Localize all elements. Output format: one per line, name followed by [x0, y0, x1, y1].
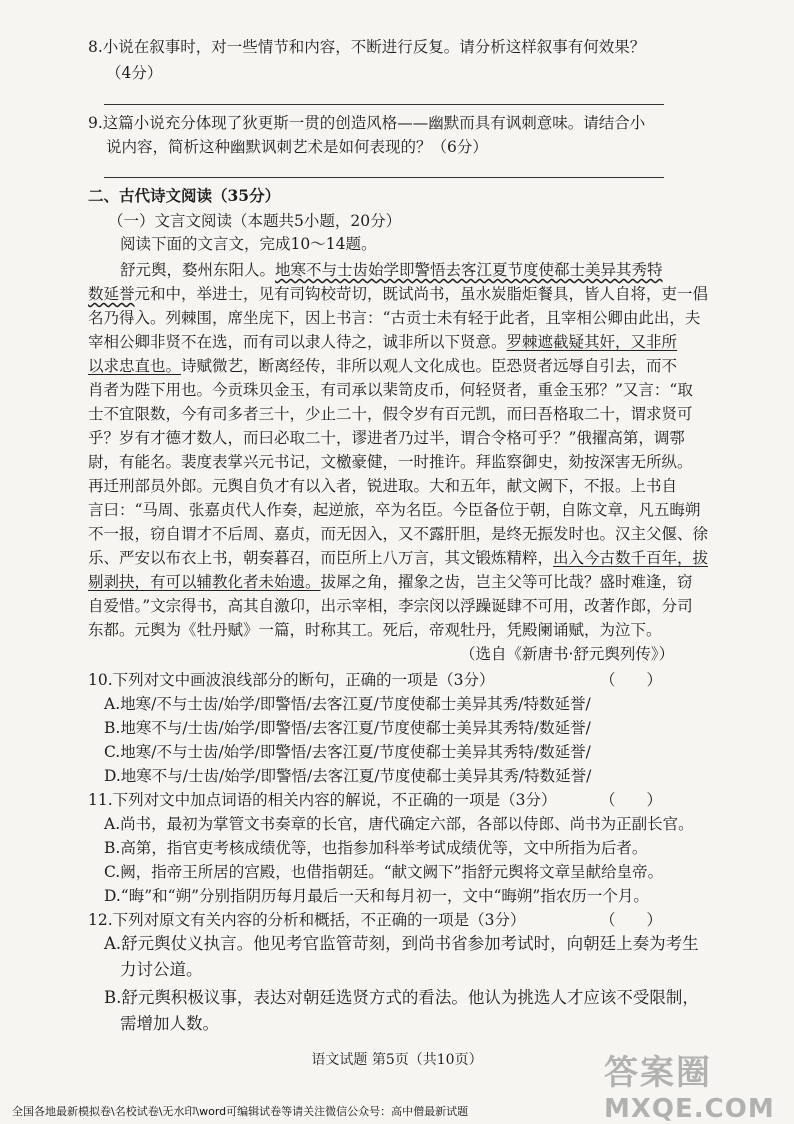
- passage-line: 自爱惜。”文宗得书，高其自激卬，出示宰相，李宗闵以浮躁诞肆不可用，改著作郎，分司: [88, 597, 693, 615]
- option-d: D.“晦”和“朔”分别指阴历每月最后一天和每月初一，文中“晦朔”指农历一个月。: [104, 887, 649, 905]
- watermark-logo-en: MXQE.COM: [604, 1094, 775, 1124]
- bottom-banner: 全国各地最新模拟卷\名校试卷\无水印\word可编辑试卷等请关注微信公众号：高中僧最新试题: [12, 1105, 469, 1118]
- option-b-line1: B.舒元舆积极议事，表达对朝廷选贤方式的看法。他认为挑选人才应该不受限制，: [104, 988, 699, 1007]
- option-b: B.地寒不与/士齿/始学/即警悟/去客江夏/节度使郗士美异其秀特/数延誉/: [104, 719, 591, 737]
- underlined-text: 剔剥抉，有可以辅教化者未始遗。: [88, 573, 321, 591]
- answer-bracket: （ ）: [600, 911, 663, 929]
- option-d: D.地寒不与/士齿/始学/即警悟/去客江夏/节度使郗士美异其秀/特数延誉/: [104, 767, 592, 785]
- passage-line: [88, 284, 708, 304]
- question-12-stem: 12.下列对原文有关内容的分析和概括，不正确的一项是（3分）: [88, 911, 526, 929]
- option-b-line2: 需增加人数。: [120, 1014, 219, 1033]
- answer-line: [104, 104, 664, 105]
- passage-line: 再迁刑部员外郎。元舆自负才有以入者，锐进取。大和五年，献文阙下，不报。上书自: [88, 477, 678, 495]
- passage-line: 言曰：“马周、张嘉贞代人作奏，起逆旅，卒为名臣。今臣备位于朝，自陈文章，凡五晦朔: [88, 501, 701, 519]
- passage-line: 不一报，窃自谓才不后周、嘉贞，而无因入，又不露肝胆，是终无振发时也。汉主父偃、徐: [88, 525, 709, 543]
- passage-line: [88, 332, 677, 352]
- option-c: C.地寒/不与士齿/始学/即警悟/去客江夏/节度使郗士美异其秀特/数延誉/: [104, 743, 591, 761]
- passage-line: [120, 260, 663, 280]
- option-a: A.地寒/不与士齿/始学/即警悟/去客江夏/节度使郗士美异其秀/特数延誉/: [104, 695, 591, 713]
- answer-bracket: （ ）: [600, 671, 663, 689]
- passage-text: 元和中，举进士，见有司钩校苛切，既试尚书，虽水炭脂炬餐具，皆人自将，吏一倡: [134, 285, 709, 303]
- passage-line: 乎？岁有才德才数人，而曰必取二十，谬进者乃过半，谓合令格可乎？”俄擢高第，调鄠: [88, 429, 685, 447]
- passage-line: [88, 572, 693, 592]
- section-title: 二、古代诗文阅读（35分）: [88, 186, 281, 205]
- option-a: A.尚书，最初为掌管文书奏章的长官，唐代确定六部，各部以侍郎、尚书为正副长官。: [104, 815, 694, 833]
- answer-bracket: （ ）: [600, 791, 663, 809]
- passage-text: 诗赋微艺，断离经传，非所以观人文化成也。臣恐贤者远辱自引去，而不: [181, 357, 678, 375]
- passage-line: 东都。元舆为《牡丹赋》一篇，时称其工。死后，帝观牡丹，凭殿阑诵赋，为泣下。: [88, 621, 662, 639]
- option-a-line2: 力讨公道。: [120, 960, 203, 979]
- option-c: C.阙，指帝王所居的宫殿，也借指朝廷。“献文阙下”指舒元舆将文章呈献给皇帝。: [104, 863, 664, 881]
- passage-source: （选自《新唐书·舒元舆列传》）: [460, 645, 675, 663]
- watermark-logo: [604, 1045, 775, 1124]
- question-11-stem: 11.下列对文中加点词语的相关内容的解说，不正确的一项是（3分）: [88, 791, 557, 809]
- wavy-underlined-text: 数延誉: [88, 285, 135, 303]
- passage-line: 士不宜限数，今有司多者三十，少止二十，假令岁有百元凯，而曰吾格取二十，谓求贤可: [88, 405, 693, 423]
- question-9-line1: 9.这篇小说充分体现了狄更斯一贯的创造风格——幽默而具有讽刺意味。请结合小: [88, 114, 646, 132]
- question-9-line2: 说内容，简析这种幽默讽刺艺术是如何表现的？（6分）: [106, 138, 488, 156]
- passage-text: 舒元舆，婺州东阳人。: [120, 261, 276, 279]
- passage-line: 尉，有能名。裴度表掌兴元书记，文檄豪健，一时推许。拜监察御史，劾按深害无所纵。: [88, 453, 693, 471]
- passage-text: 宰相公卿非贤不在选，而有司以隶人待之，诚非所以下贤意。: [88, 333, 507, 351]
- question-8-line1: 8.小说在叙事时，对一些情节和内容，不断进行反复。请分析这样叙事有何效果？: [88, 38, 646, 56]
- question-8-line2: （4分）: [106, 64, 163, 82]
- answer-line: [104, 177, 664, 178]
- instruction: 阅读下面的文言文，完成10～14题。: [120, 235, 377, 253]
- option-b: B.高第，指官吏考核成绩优等，也指参加科举考试成绩优等，文中所指为后者。: [104, 839, 648, 857]
- underlined-text: 罗棘遮截疑其奸，又非所: [506, 333, 678, 351]
- wavy-underlined-text: 地寒不与士齿始学即警悟去客江夏节度使郗士美异其秀特: [275, 261, 663, 279]
- passage-line: 肖者为陛下用也。今贡珠贝金玉，有司承以棐笥皮币，何轻贤者，重金玉邪？”又言：“取: [88, 381, 693, 399]
- option-a-line1: A.舒元舆仗义执言。他见考官监管苛刻，到尚书省参加考试时，向朝廷上奏为考生: [104, 934, 699, 953]
- passage-line: 名乃得入。列棘围，席坐庑下，因上书言：“古贡士未有轻于此者，且宰相公卿由此出，夫: [88, 309, 701, 327]
- passage-line: [88, 548, 708, 568]
- subsection-title: （一）文言文阅读（本题共5小题，20分）: [108, 212, 402, 230]
- underlined-text: 出入今古数千百年，拔: [553, 549, 709, 567]
- passage-text: 拔犀之角，擢象之齿，岂主父等可比哉？盛时难逢，窃: [320, 573, 693, 591]
- underlined-text: 以求忠直也。: [88, 357, 182, 375]
- question-10-stem: 10.下列对文中画波浪线部分的断句，正确的一项是（3分）: [88, 671, 495, 689]
- passage-line: [88, 356, 677, 376]
- page-footer: 语文试题 第5页（共10页）: [311, 1052, 483, 1068]
- passage-text: 乐、严安以布衣上书，朝奏暮召，而臣所上八万言，其文锻炼精粹，: [88, 549, 554, 567]
- watermark-logo-cn: 答案圈: [604, 1053, 712, 1093]
